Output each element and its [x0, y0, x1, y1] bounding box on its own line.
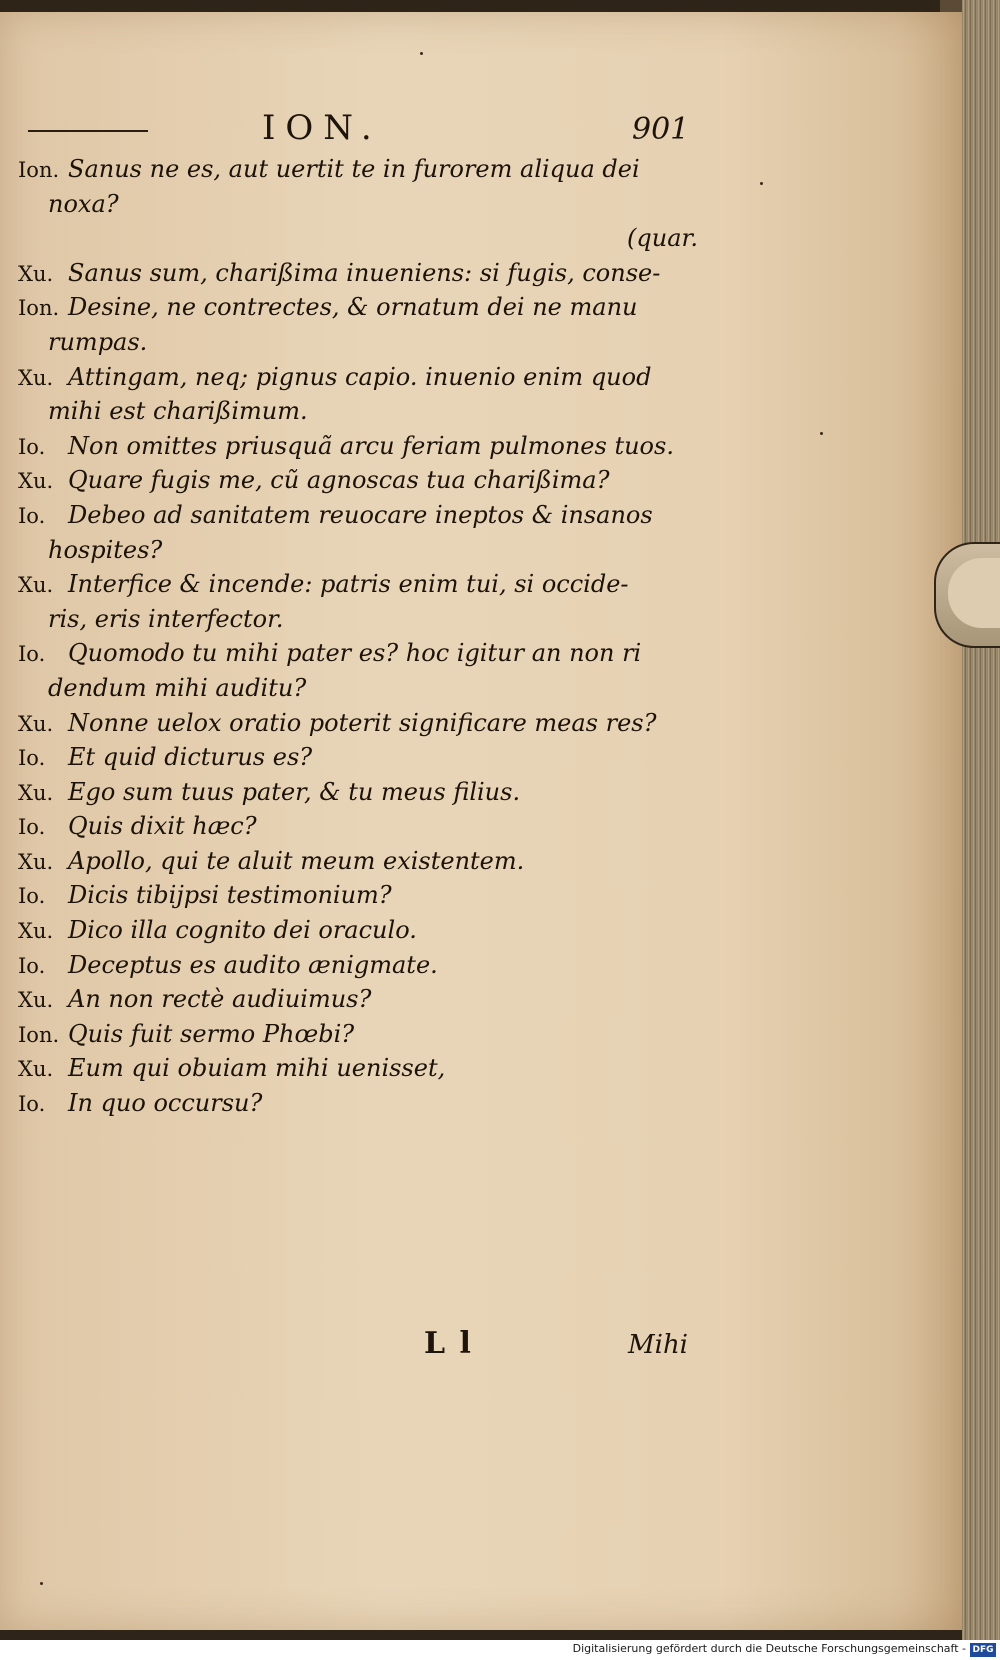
line-text: Interfice & incende: patris enim tui, si occide- [68, 570, 629, 599]
line-text: rumpas. [48, 327, 148, 356]
dialogue-line [18, 775, 708, 810]
line-text: Dico illa cognito dei oraculo. [68, 916, 417, 945]
speaker-label: Ion. [18, 1022, 60, 1047]
line-text: Ego sum tuus pater, & tu meus filius. [68, 777, 521, 806]
dialogue-line [18, 463, 708, 498]
dialogue-line [18, 360, 708, 395]
speaker-label: Io. [18, 815, 46, 840]
dialogue-line [18, 948, 708, 983]
signature-mark: L l [424, 1326, 473, 1361]
dialogue-line [18, 498, 708, 533]
speaker-label: Io. [18, 642, 46, 667]
dialogue-line [18, 221, 708, 256]
stain-mark [760, 182, 763, 185]
speaker-label: Xu. [18, 469, 54, 494]
dialogue-line [18, 1086, 708, 1121]
bookmark-clip [934, 542, 1000, 648]
line-text: Desine, ne contrectes, & ornatum dei ne manu [68, 293, 638, 322]
bookmark-clip-inner [948, 558, 1000, 628]
line-text: noxa? [48, 189, 119, 218]
line-text: Attingam, neq; pignus capio. inuenio enim quod [68, 362, 652, 391]
line-text: mihi est charißimum. [48, 397, 308, 426]
speaker-label: Io. [18, 1092, 46, 1117]
speaker-label: Xu. [18, 1057, 54, 1082]
speaker-label: Io. [18, 884, 46, 909]
dialogue-line [18, 394, 708, 429]
line-text: In quo occursu? [68, 1089, 263, 1118]
catchword: Mihi [628, 1330, 688, 1360]
line-text: Deceptus es audito ænigmate. [68, 950, 438, 979]
line-text: An non rectè audiuimus? [68, 985, 372, 1014]
speaker-label: Xu. [18, 988, 54, 1013]
speaker-label: Xu. [18, 365, 54, 390]
line-text: Debeo ad sanitatem reuocare ineptos & insanos [68, 500, 653, 529]
speaker-label: Io. [18, 434, 46, 459]
dialogue-text [18, 152, 708, 1121]
line-text: Non omittes priusquã arcu feriam pulmones tuos. [68, 431, 674, 460]
speaker-label: Xu. [18, 711, 54, 736]
line-text: dendum mihi auditu? [48, 673, 307, 702]
speaker-label: Io. [18, 503, 46, 528]
dialogue-line [18, 290, 708, 325]
dialogue-line [18, 982, 708, 1017]
line-text: (quar. [627, 224, 698, 253]
line-text: Dicis tibijpsi testimonium? [68, 881, 392, 910]
dialogue-line [18, 636, 708, 671]
page-edges [962, 0, 1000, 1640]
dialogue-line [18, 809, 708, 844]
line-text: hospites? [48, 535, 163, 564]
dialogue-line [18, 325, 708, 360]
speaker-label: Xu. [18, 261, 54, 286]
dialogue-line [18, 533, 708, 568]
line-text: Quare fugis me, cũ agnoscas tua charißima? [68, 466, 610, 495]
speaker-label: Ion. [18, 158, 60, 182]
line-text: Sanus ne es, aut uertit te in furorem aliqua dei [68, 155, 640, 183]
line-text: Quis dixit hæc? [68, 812, 257, 841]
stain-mark [40, 1582, 43, 1585]
line-text: Et quid dicturus es? [68, 743, 313, 772]
line-text: Eum qui obuiam mihi uenisset, [68, 1054, 446, 1083]
credit-text: Digitalisierung gefördert durch die Deutsche Forschungsgemeinschaft - [572, 1642, 966, 1655]
dialogue-line [18, 256, 708, 291]
speaker-label: Xu. [18, 919, 54, 944]
speaker-label: Ion. [18, 296, 60, 321]
dialogue-line [18, 706, 708, 741]
dialogue-line [18, 913, 708, 948]
dialogue-line [18, 152, 708, 187]
line-text: Apollo, qui te aluit meum existentem. [68, 846, 525, 875]
dialogue-line [18, 878, 708, 913]
dialogue-line [18, 567, 708, 602]
dialogue-line [18, 740, 708, 775]
line-text: Quis fuit sermo Phœbi? [68, 1019, 355, 1048]
stain-mark [420, 52, 423, 55]
speaker-label: Xu. [18, 849, 54, 874]
dialogue-line [18, 602, 708, 637]
line-text: Sanus sum, charißima inueniens: si fugis, conse- [68, 258, 661, 287]
dialogue-line [18, 671, 708, 706]
speaker-label: Xu. [18, 780, 54, 805]
dialogue-line [18, 1051, 708, 1086]
dialogue-line [18, 429, 708, 464]
line-text: Nonne uelox oratio poterit significare meas res? [68, 708, 657, 737]
page-number: 901 [632, 112, 690, 147]
credit-bar [0, 1640, 1000, 1660]
dfg-logo-icon: DFG [970, 1643, 996, 1657]
dialogue-line [18, 844, 708, 879]
stain-mark [820, 432, 823, 435]
dialogue-line [18, 187, 708, 222]
running-head: ION. [262, 108, 382, 148]
speaker-label: Io. [18, 746, 46, 771]
line-text: ris, eris interfector. [48, 604, 284, 633]
header-rule [28, 130, 148, 132]
dialogue-line [18, 1017, 708, 1052]
line-text: Quomodo tu mihi pater es? hoc igitur an non ri [68, 639, 642, 668]
page-header [0, 108, 962, 148]
speaker-label: Xu. [18, 573, 54, 598]
speaker-label: Io. [18, 953, 46, 978]
